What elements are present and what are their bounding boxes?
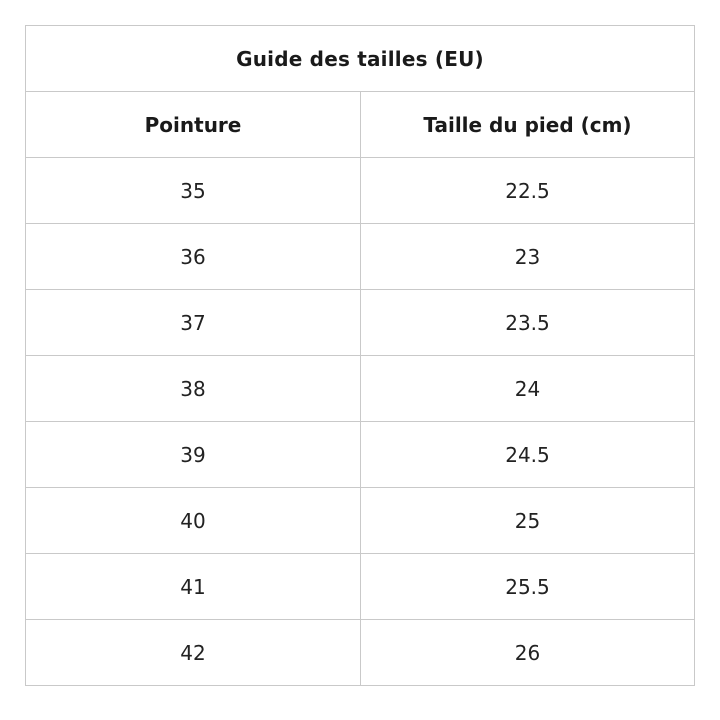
cell-size: 36	[26, 224, 361, 290]
cell-size: 41	[26, 554, 361, 620]
table-row	[26, 158, 695, 224]
cell-foot-length: 23	[361, 224, 695, 290]
table-title-row	[26, 26, 695, 92]
cell-foot-length: 26	[361, 620, 695, 686]
cell-foot-length: 24.5	[361, 422, 695, 488]
cell-foot-length: 25	[361, 488, 695, 554]
cell-size: 38	[26, 356, 361, 422]
column-header-size: Pointure	[26, 92, 361, 158]
size-guide-table	[25, 25, 695, 686]
table-header-row	[26, 92, 695, 158]
cell-foot-length: 24	[361, 356, 695, 422]
cell-size: 40	[26, 488, 361, 554]
table-row	[26, 488, 695, 554]
cell-foot-length: 25.5	[361, 554, 695, 620]
table-row	[26, 554, 695, 620]
table-row	[26, 290, 695, 356]
column-header-foot-length: Taille du pied (cm)	[361, 92, 695, 158]
cell-size: 35	[26, 158, 361, 224]
table-row	[26, 422, 695, 488]
cell-size: 42	[26, 620, 361, 686]
table-row	[26, 224, 695, 290]
table-row	[26, 356, 695, 422]
cell-size: 39	[26, 422, 361, 488]
cell-foot-length: 22.5	[361, 158, 695, 224]
table-row	[26, 620, 695, 686]
table-title: Guide des tailles (EU)	[26, 26, 695, 92]
cell-size: 37	[26, 290, 361, 356]
cell-foot-length: 23.5	[361, 290, 695, 356]
